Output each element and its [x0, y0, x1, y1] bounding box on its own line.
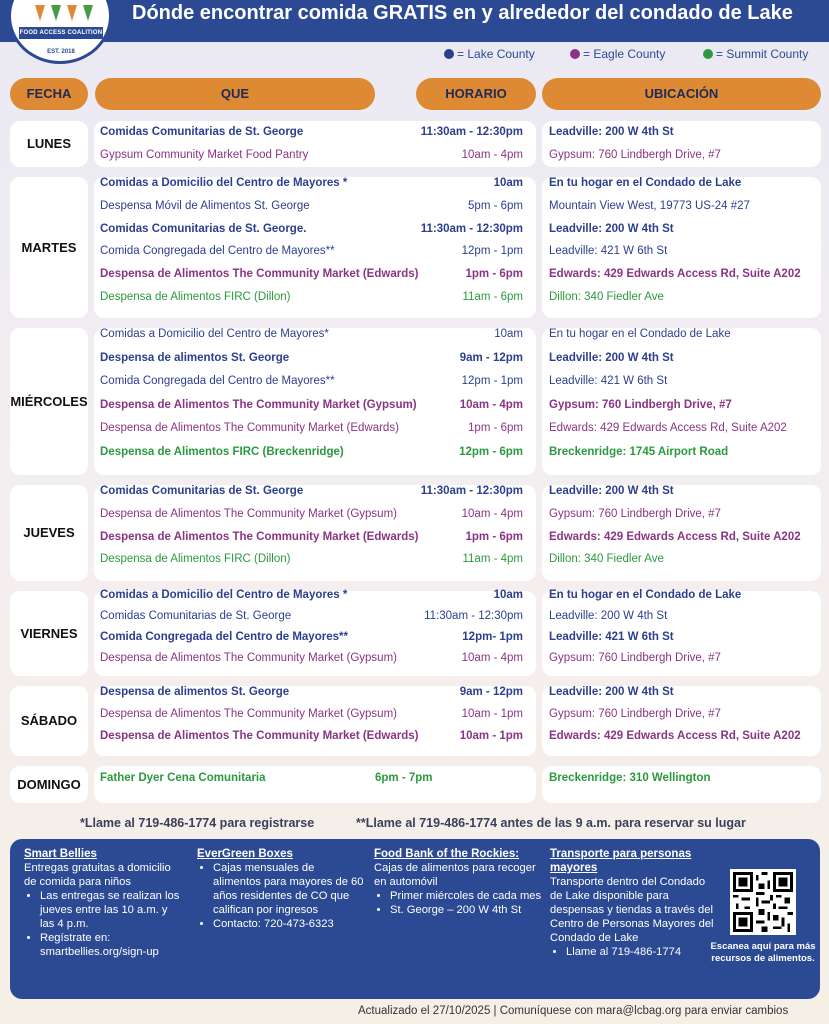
service-time: 12pm - 1pm	[461, 375, 523, 388]
list-item: • Regístrate en: smartbellies.org/sign-up	[40, 931, 184, 959]
service-name: Despensa de Alimentos The Community Market (Gypsum)	[100, 398, 417, 411]
day-box	[10, 686, 88, 756]
service-location: Gypsum: 760 Lindbergh Drive, #7	[549, 148, 721, 161]
column-header-horario: HORARIO	[416, 78, 536, 110]
service-name: Comidas Comunitarias de St. George	[100, 485, 304, 497]
service-time: 10am - 4pm	[459, 398, 523, 411]
qr-caption: Escanea aquí para más recursos de alimentos.	[710, 941, 816, 964]
legend-eagle: = Eagle County	[570, 46, 665, 62]
service-name: Despensa de Alimentos FIRC (Dillon)	[100, 291, 291, 303]
service-location: En tu hogar en el Condado de Lake	[549, 589, 742, 601]
food-bank-intro: Cajas de alimentos para recoger en automóvil	[374, 862, 536, 888]
service-location: Leadville: 200 W 4th St	[549, 686, 674, 698]
service-name: Despensa de Alimentos The Community Market (Edwards)	[100, 268, 419, 281]
transport-section	[550, 847, 715, 959]
service-location: Gypsum: 760 Lindbergh Drive, #7	[549, 708, 721, 720]
service-time: 12pm - 6pm	[459, 446, 523, 458]
service-location: En tu hogar en el Condado de Lake	[549, 328, 731, 340]
service-time: 9am - 12pm	[459, 351, 523, 364]
service-time: 10am - 4pm	[461, 507, 523, 520]
smart-bellies-heading: Smart Bellies	[24, 848, 97, 860]
service-location: Leadville: 200 W 4th St	[549, 610, 668, 622]
summit-dot-icon	[703, 49, 713, 59]
day-label: MIÉRCOLES	[10, 393, 88, 409]
list-item: • Primer miércoles de cada mes	[390, 889, 544, 903]
service-time: 11:30am - 12:30pm	[420, 126, 523, 138]
day-box	[10, 328, 88, 475]
note-register: *Llame al 719-486-1774 para registrarse	[80, 816, 315, 830]
service-time: 11:30am - 12:30pm	[424, 610, 523, 622]
service-time: 10am - 1pm	[461, 708, 523, 720]
service-name: Comida Congregada del Centro de Mayores**	[100, 375, 335, 388]
food-bank-section	[374, 847, 544, 917]
eagle-dot-icon	[570, 49, 580, 59]
service-name: Comidas Comunitarias de St. George.	[100, 222, 307, 235]
service-time: 11:30am - 12:30pm	[420, 485, 523, 497]
service-location: Leadville: 200 W 4th St	[549, 485, 674, 497]
service-time: 1pm - 6pm	[468, 422, 523, 435]
service-time: 10am - 1pm	[459, 730, 523, 742]
service-location: Edwards: 429 Edwards Access Rd, Suite A202	[549, 422, 787, 435]
service-time: 6pm - 7pm	[375, 772, 433, 784]
list-item: • Las entregas se realizan los jueves entre las 10 a.m. y las 4 p.m.	[40, 889, 184, 931]
day-box	[10, 766, 88, 803]
service-time: 11:30am - 12:30pm	[420, 222, 523, 235]
service-name: Comidas Comunitarias de St. George	[100, 126, 304, 138]
service-time: 1pm - 6pm	[465, 530, 523, 543]
legend-lake: = Lake County	[444, 46, 535, 62]
service-location: Edwards: 429 Edwards Access Rd, Suite A202	[549, 730, 801, 742]
service-time: 12pm - 1pm	[461, 245, 523, 258]
service-location: Mountain View West, 19773 US-24 #27	[549, 199, 750, 212]
day-label: JUEVES	[23, 525, 75, 540]
service-name: Despensa de Alimentos The Community Market (Edwards)	[100, 422, 399, 435]
column-header-ubicacion: UBICACIÓN	[542, 78, 821, 110]
service-time: 10am - 4pm	[461, 148, 523, 161]
list-item: • Contacto: 720-473-6323	[213, 917, 365, 931]
day-label: MARTES	[21, 239, 77, 255]
service-location: Edwards: 429 Edwards Access Rd, Suite A202	[549, 530, 801, 543]
service-name: Despensa de alimentos St. George	[100, 351, 290, 364]
service-location: Leadville: 421 W 6th St	[549, 631, 674, 643]
legend-summit: = Summit County	[703, 46, 808, 62]
qr-code[interactable]	[730, 869, 796, 935]
evergreen-section	[197, 847, 365, 931]
logo-est: EST. 2018	[47, 49, 75, 55]
service-name: Comidas Comunitarias de St. George	[100, 610, 292, 622]
service-time: 10am - 4pm	[461, 652, 523, 664]
service-name: Comidas a Domicilio del Centro de Mayores *	[100, 177, 348, 189]
service-time: 11am - 6pm	[462, 291, 523, 303]
service-location: Leadville: 421 W 6th St	[549, 245, 668, 258]
service-location: Gypsum: 760 Lindbergh Drive, #7	[549, 398, 732, 411]
service-location: Leadville: 421 W 6th St	[549, 375, 668, 388]
column-header-que: QUE	[95, 78, 375, 110]
day-label: VIERNES	[20, 625, 78, 641]
service-name: Despensa de Alimentos The Community Market (Edwards)	[100, 530, 419, 543]
service-name: Comidas a Domicilio del Centro de Mayores*	[100, 328, 329, 340]
service-name: Despensa de Alimentos FIRC (Dillon)	[100, 553, 291, 566]
service-location: Leadville: 200 W 4th St	[549, 351, 674, 364]
resources-panel	[10, 839, 820, 999]
service-location: En tu hogar en el Condado de Lake	[549, 177, 742, 189]
qr-code-icon	[733, 872, 793, 932]
service-name: Despensa Móvil de Alimentos St. George	[100, 199, 310, 212]
service-name: Despensa de Alimentos FIRC (Breckenridge)	[100, 446, 344, 458]
food-access-coalition-logo	[8, 0, 112, 64]
service-time: 10am	[494, 328, 523, 340]
day-label: DOMINGO	[17, 776, 81, 792]
note-reserve: **Llame al 719-486-1774 antes de las 9 a.m. para reservar su lugar	[356, 816, 746, 830]
lake-dot-icon	[444, 49, 454, 59]
service-time: 9am - 12pm	[459, 686, 523, 698]
page-title: Dónde encontrar comida GRATIS en y alrededor del condado de Lake	[132, 2, 793, 24]
day-box	[10, 591, 88, 676]
food-bank-heading: Food Bank of the Rockies:	[374, 848, 520, 860]
transport-intro: Transporte dentro del Condado de Lake disponible para despensas y tiendas a través del Centro de Personas Mayores del Condado de Lake	[550, 876, 714, 944]
service-location: Gypsum: 760 Lindbergh Drive, #7	[549, 652, 721, 664]
day-label: SÁBADO	[20, 713, 78, 728]
smart-bellies-section	[24, 847, 184, 959]
service-location: Leadville: 200 W 4th St	[549, 222, 674, 235]
service-name: Comida Congregada del Centro de Mayores**	[100, 631, 348, 643]
service-time: 1pm - 6pm	[465, 268, 523, 281]
column-header-fecha: FECHA	[10, 78, 88, 110]
service-name: Despensa de Alimentos The Community Market (Gypsum)	[100, 708, 397, 720]
service-location: Edwards: 429 Edwards Access Rd, Suite A202	[549, 268, 801, 281]
service-name: Father Dyer Cena Comunitaria	[100, 772, 266, 784]
day-label: LUNES	[26, 136, 72, 151]
service-name: Gypsum Community Market Food Pantry	[100, 148, 309, 161]
service-name: Comida Congregada del Centro de Mayores**	[100, 245, 335, 258]
service-time: 10am	[493, 589, 523, 601]
day-box	[10, 121, 88, 167]
service-name: Despensa de Alimentos The Community Market (Gypsum)	[100, 507, 397, 520]
transport-heading: Transporte para personas mayores	[550, 848, 692, 874]
service-name: Despensa de Alimentos The Community Market (Edwards)	[100, 730, 419, 742]
day-box	[10, 485, 88, 581]
service-location: Dillon: 340 Fiedler Ave	[549, 291, 664, 303]
service-time: 12pm- 1pm	[462, 631, 523, 643]
service-name: Despensa de Alimentos The Community Market (Gypsum)	[100, 652, 397, 664]
evergreen-heading: EverGreen Boxes	[197, 848, 293, 860]
service-name: Despensa de alimentos St. George	[100, 686, 290, 698]
vegetable-icons	[31, 1, 95, 23]
list-item: • Cajas mensuales de alimentos para mayores de 60 años residentes de CO que califican por ingresos	[213, 861, 365, 917]
service-time: 11am - 4pm	[462, 553, 523, 566]
list-item: • St. George – 200 W 4th St	[390, 903, 544, 917]
smart-bellies-intro: Entregas gratuitas a domicilio de comida para niños	[24, 862, 171, 888]
service-location: Breckenridge: 1745 Airport Road	[549, 446, 729, 458]
service-location: Leadville: 200 W 4th St	[549, 126, 674, 138]
service-location: Dillon: 340 Fiedler Ave	[549, 553, 664, 566]
list-item: • Llame al 719-486-1774	[566, 945, 715, 959]
service-location: Gypsum: 760 Lindbergh Drive, #7	[549, 507, 721, 520]
logo-text: FOOD ACCESS COALITION	[19, 27, 103, 39]
service-time: 10am	[493, 177, 523, 189]
service-time: 5pm - 6pm	[468, 199, 523, 212]
footer-updated: Actualizado el 27/10/2025 | Comuníquese con mara@lcbag.org para enviar cambios	[358, 1005, 789, 1017]
service-location: Breckenridge: 310 Wellington	[549, 772, 711, 784]
day-box	[10, 177, 88, 318]
service-name: Comidas a Domicilio del Centro de Mayores *	[100, 589, 348, 601]
